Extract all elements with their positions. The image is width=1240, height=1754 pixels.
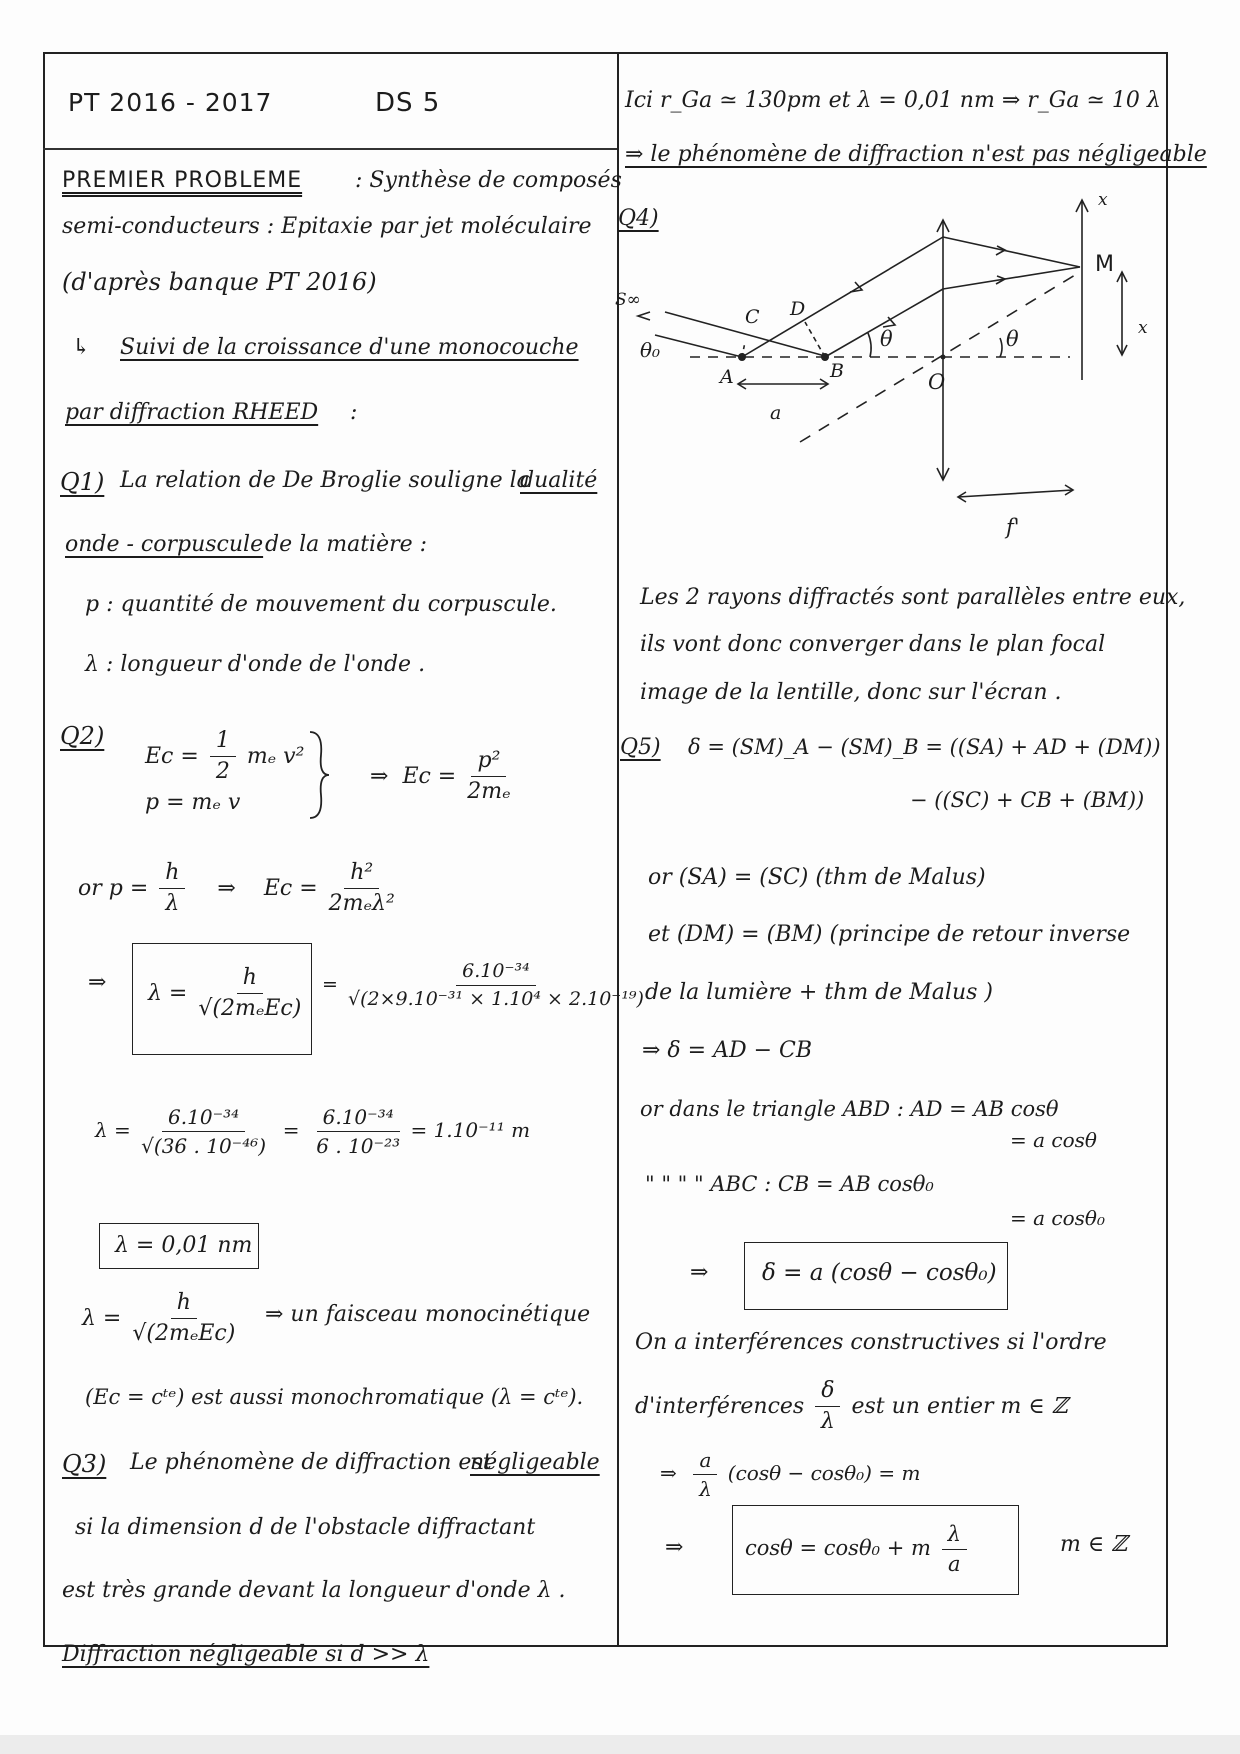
q5-triangle-abd-2: = a cosθ [1010, 1128, 1097, 1152]
q2-label: Q2) [60, 722, 105, 750]
interference-text-2: d'interférences $\frac{\delta}{\lambda}$ est un entier m ∈ ℤ [635, 1378, 1068, 1435]
final-condition: cosθ = cosθ₀ + m $\frac{\lambda}{a}$ [745, 1522, 971, 1577]
monokinetic-text: ⇒ un faisceau monocinétique [265, 1302, 591, 1327]
q5-triangle-abc-2: = a cosθ₀ [1010, 1206, 1105, 1230]
lambda-result: λ = 0,01 nm [115, 1233, 253, 1258]
lambda-relation: λ = $\frac{h}{\text{√(2mₑEc)}}$ [82, 1290, 236, 1347]
label-c-point: C [745, 306, 760, 328]
label-b-point: B [830, 360, 844, 382]
lambda-formula: λ = $\frac{h}{\text{√(2mₑEc)}}$ [148, 965, 302, 1022]
implies-arrow-3: ⇒ [665, 1535, 684, 1560]
implies-arrow-2: ⇒ [690, 1260, 709, 1285]
q2-p-equation: p = mₑ v [145, 790, 241, 815]
q5-delta-def: δ = (SM)_A − (SM)_B = ((SA) + AD + (DM)) [688, 735, 1161, 759]
intro-line: Ici r_Ga ≃ 130pm et λ = 0,01 nm ⇒ r_Ga ≃ 10 λ [625, 88, 1161, 113]
m-integer: m ∈ ℤ [1060, 1532, 1128, 1557]
label-spacing-a: a [770, 402, 782, 424]
diffraction-not-negligible: ⇒ le phénomène de diffraction n'est pas négligeable [625, 142, 1207, 167]
q5-return-principle-2: de la lumière + thm de Malus ) [645, 980, 993, 1005]
q1-line2: de la matière : [265, 532, 428, 557]
q1-wave-particle: onde - corpuscule [65, 532, 264, 557]
path-difference: δ = a (cosθ − cosθ₀) [762, 1260, 997, 1286]
q5-label: Q5) [620, 735, 661, 760]
section-title-2: par diffraction RHEED [65, 400, 319, 425]
problem-subtitle-1: : Synthèse de composés [355, 168, 622, 193]
monochromatic-text: (Ec = cᵗᵉ) est aussi monochromatique (λ = cᵗᵉ). [85, 1385, 584, 1409]
label-theta-2: θ [1006, 327, 1019, 351]
q5-triangle-abd: or dans le triangle ABD : AD = AB cosθ [640, 1097, 1059, 1121]
label-theta0: θ₀ [640, 338, 661, 362]
brace-icon [305, 730, 335, 820]
q2-ec-equation: Ec = $\frac{1}{2}$ mₑ v² [145, 728, 305, 785]
q4-text-2: ils vont donc converger dans le plan focal [640, 632, 1106, 657]
q4-label: Q4) [618, 206, 659, 231]
label-axis-x: x [1098, 190, 1108, 210]
problem-title: PREMIER PROBLEME [62, 168, 303, 193]
rheed-diffraction-diagram [0, 0, 1240, 560]
label-focal: f' [1006, 515, 1020, 539]
q3-label: Q3) [62, 1450, 107, 1478]
q1-p-definition: p : quantité de mouvement du corpuscule. [85, 592, 557, 617]
label-source: S∞ [615, 290, 641, 310]
interference-condition: ⇒ $\frac{a}{\lambda}$ (cosθ − cosθ₀) = m [660, 1448, 921, 1501]
implies-arrow: ⇒ [88, 970, 107, 995]
q5-malus: or (SA) = (SC) (thm de Malus) [648, 865, 986, 890]
q3-negligible: négligeable [470, 1450, 600, 1475]
source-note: (d'après banque PT 2016) [62, 268, 377, 296]
label-theta-1: θ [880, 327, 893, 351]
q3-conclusion: Diffraction négligeable si d >> λ [62, 1642, 430, 1667]
label-offset-x: x [1138, 318, 1148, 338]
q4-text-1: Les 2 rayons diffractés sont parallèles entre eux, [640, 585, 1186, 610]
label-screen-point: M [1095, 252, 1115, 277]
q3-line2: si la dimension d de l'obstacle diffractant [75, 1515, 536, 1540]
lambda-calculation: λ = $\frac{\text{6.10⁻³⁴}}{\text{√(36 . 10⁻⁴⁶)}}$ = $\frac{\text{6.10⁻³⁴}}{\text{6 . 10⁻²³}}$ = 1.10⁻¹¹ m [95, 1105, 531, 1158]
section-title-1: Suivi de la croissance d'une monocouche [120, 335, 579, 360]
q4-text-3: image de la lentille, donc sur l'écran . [640, 680, 1062, 705]
q3-line1: Le phénomène de diffraction est [130, 1450, 492, 1475]
scan-edge [0, 1735, 1240, 1754]
exam-title: DS 5 [375, 88, 441, 118]
class-year: PT 2016 - 2017 [68, 88, 273, 117]
label-a-point: A [720, 366, 734, 388]
label-lens-center: O [928, 370, 946, 394]
q5-triangle-abc: " " " " ABC : CB = AB cosθ₀ [645, 1172, 934, 1196]
section-arrow-icon: ↳ [72, 335, 91, 360]
lambda-numeric-substitution: = $\frac{\text{6.10⁻³⁴}}{\text{√(2×9.10⁻³¹ × 1.10⁴ × 2.10⁻¹⁹)}}$ [322, 960, 644, 1010]
q3-line3: est très grande devant la longueur d'onde λ . [62, 1578, 566, 1603]
problem-subtitle-2: semi-conducteurs : Epitaxie par jet moléculaire [62, 214, 592, 239]
q2-or-p: or p = $\frac{h}{\lambda}$ ⇒ Ec = $\frac{\text{h²}}{\text{2mₑλ²}}$ [78, 860, 395, 917]
q1-label: Q1) [60, 468, 105, 496]
q5-delta-simplified: ⇒ δ = AD − CB [642, 1038, 813, 1063]
label-d-point: D [790, 298, 806, 320]
interference-text-1: On a interférences constructives si l'ordre [635, 1330, 1107, 1355]
q1-duality: dualité [520, 468, 598, 493]
section-colon: : [350, 400, 358, 425]
q1-lambda-definition: λ : longueur d'onde de l'onde . [85, 652, 426, 677]
q1-line1: La relation de De Broglie souligne la [120, 468, 530, 493]
q5-delta-def-2: − ((SC) + CB + (BM)) [910, 788, 1145, 812]
q2-ec-p-relation: ⇒ Ec = $\frac{\text{p²}}{\text{2mₑ}}$ [370, 748, 511, 805]
q5-return-principle: et (DM) = (BM) (principe de retour inverse [648, 922, 1131, 947]
